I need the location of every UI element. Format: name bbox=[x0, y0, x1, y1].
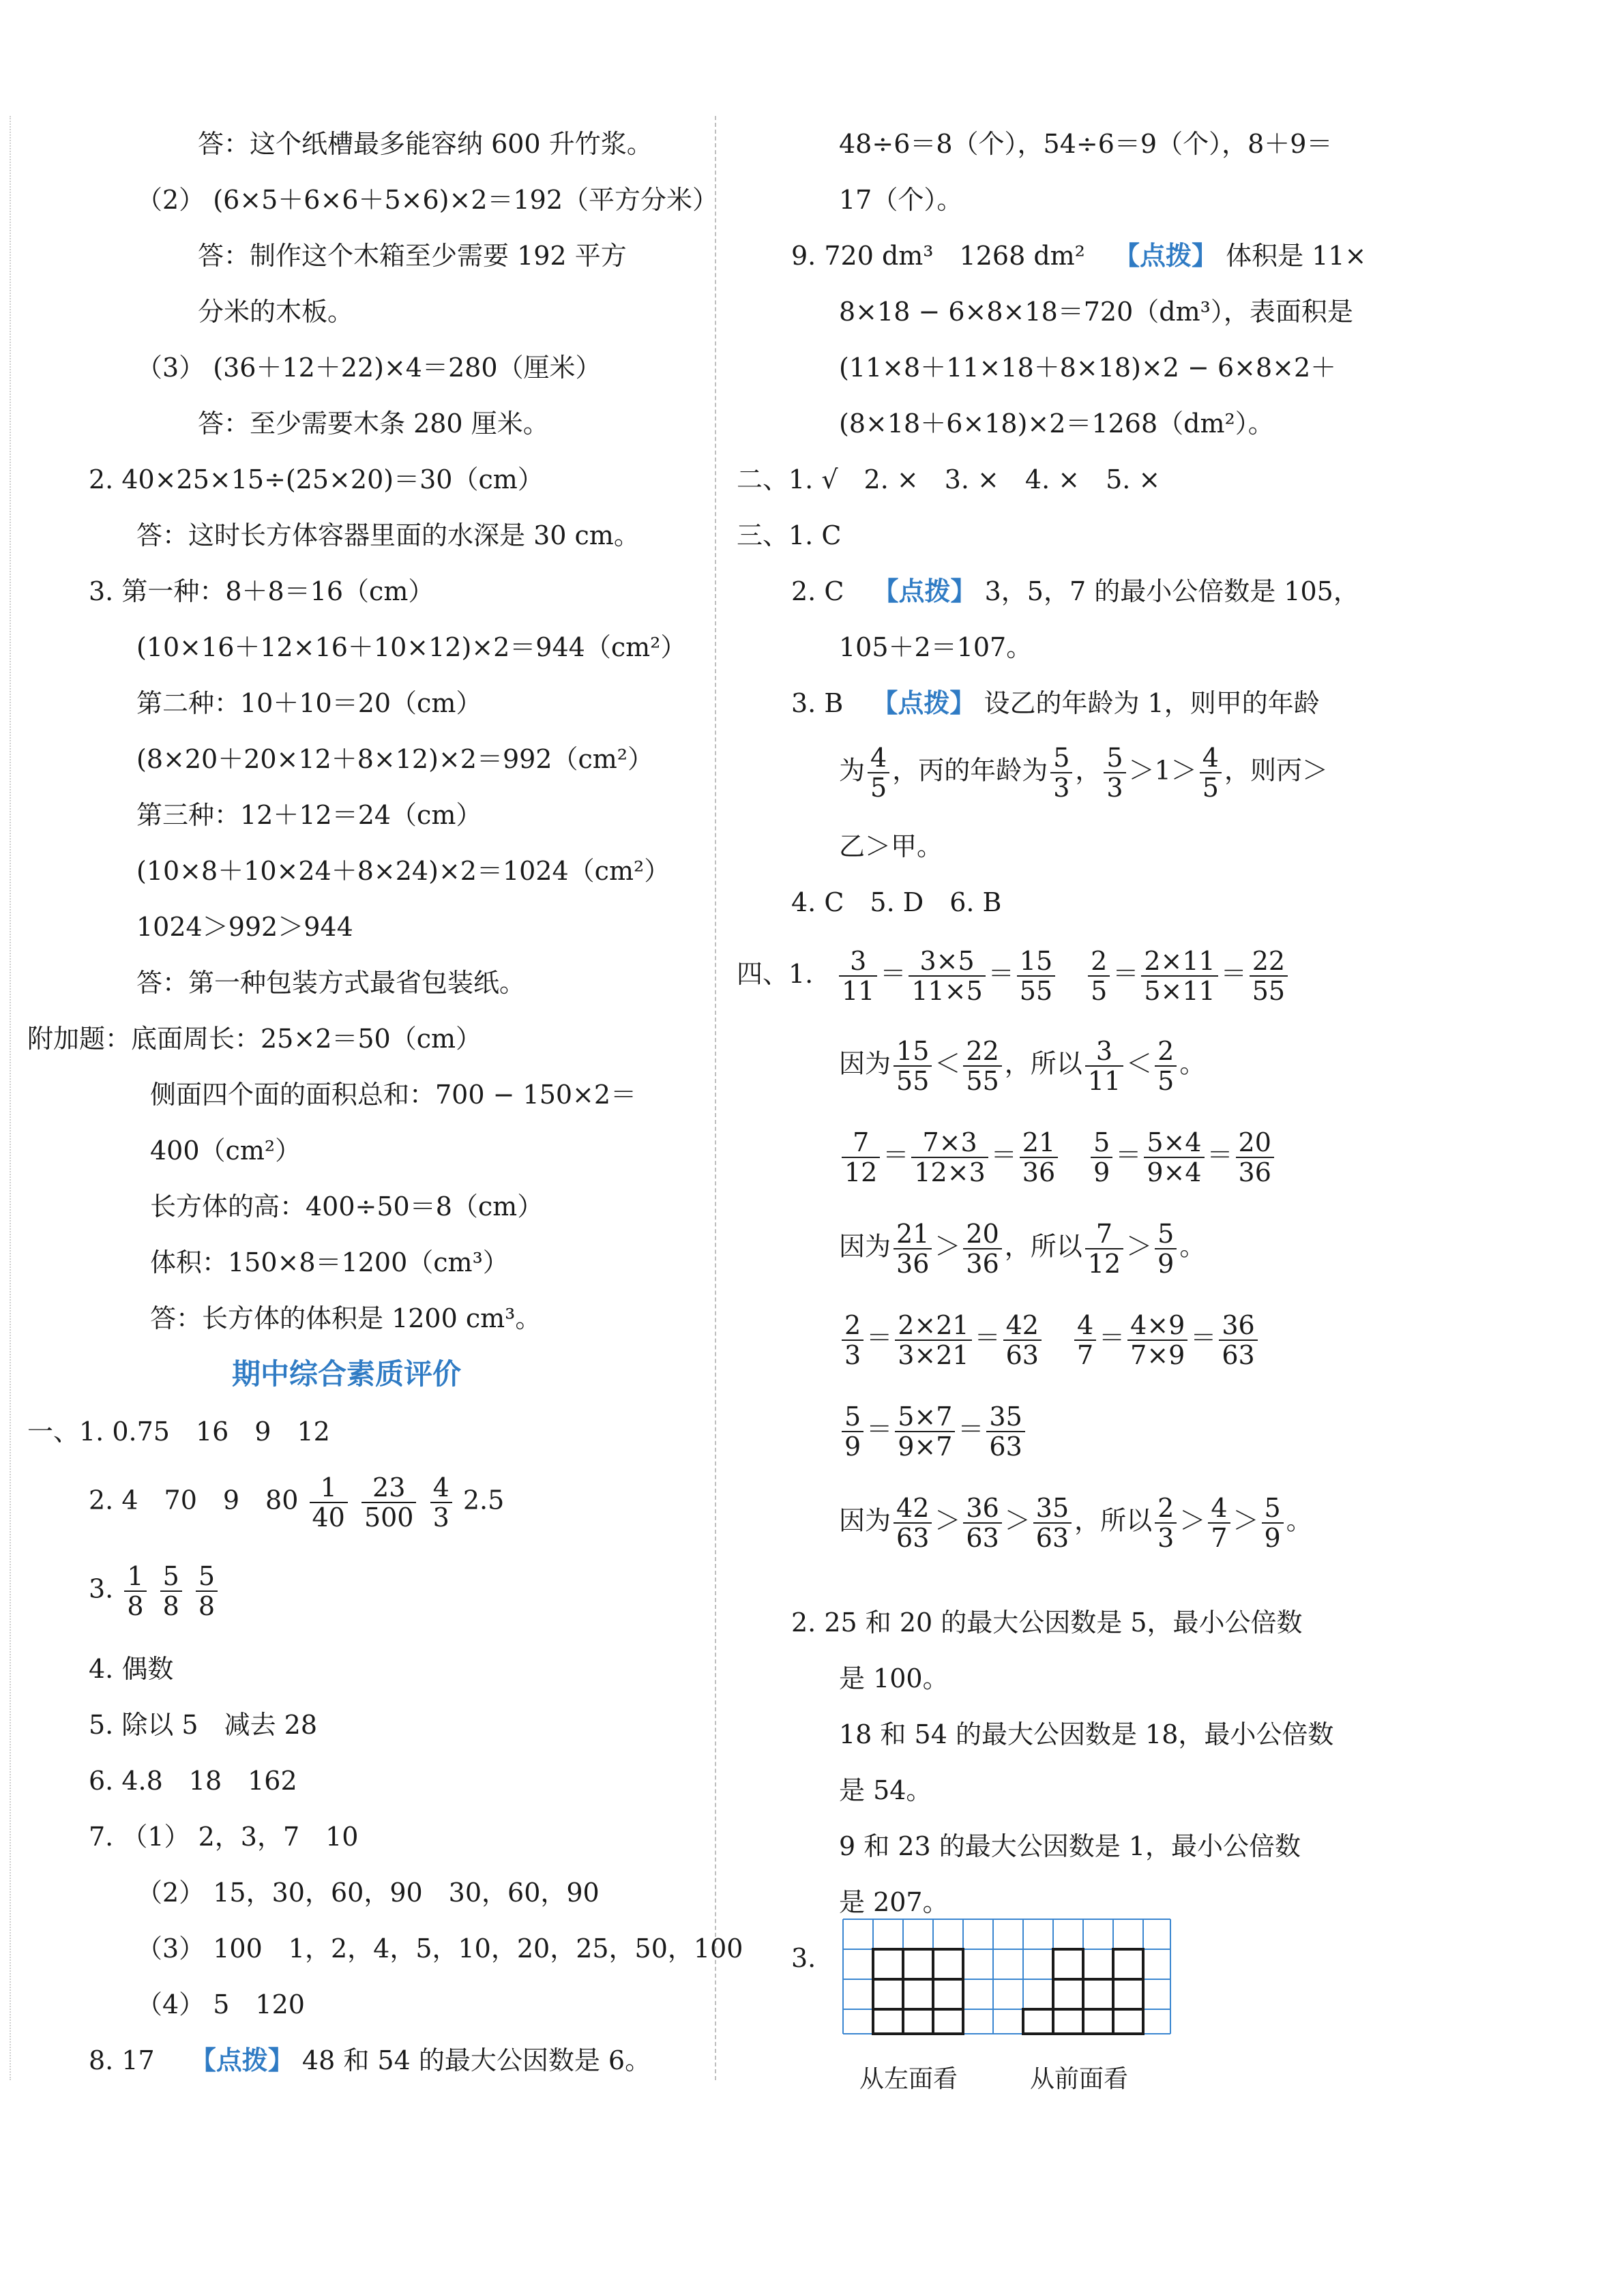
solution-line: (8×20＋20×12＋8×12)×2＝992（cm²） bbox=[136, 744, 654, 774]
fraction: $\frac{23}{500}$ bbox=[361, 1473, 417, 1532]
solution-line: 是 207。 bbox=[839, 1887, 949, 1917]
solution-line: 48÷6＝8（个），54÷6＝9（个），8＋9＝ bbox=[839, 129, 1333, 159]
fraction: $\frac{4}{3}$ bbox=[430, 1473, 452, 1532]
solution-line: (10×8＋10×24＋8×24)×2＝1024（cm²） bbox=[136, 856, 670, 886]
grid-lines bbox=[843, 1919, 1170, 2034]
part-4-q1-line1: 四、1. $\frac{3}{11}$ ＝ $\frac{3\times 5}{11\times 5}$ ＝ $\frac{15}{55}$ $\frac{2}{5}$ ＝ $\frac{2\times 11}{5\times 11}$ ＝ $\frac{22}{55}$ bbox=[737, 947, 1290, 1005]
solution-line: 是 100。 bbox=[839, 1663, 949, 1693]
q8-answer: 8. 17 bbox=[89, 2045, 155, 2075]
column-separator bbox=[715, 116, 716, 2080]
view-grid-figure bbox=[840, 1916, 1181, 2058]
question-2-line: 2. 40×25×15÷(25×20)＝30（cm） bbox=[89, 464, 544, 494]
answer-line: 答：长方体的体积是 1200 cm³。 bbox=[150, 1303, 542, 1333]
part-1-q7: 7. （1） 2，3，7 10 bbox=[89, 1822, 359, 1852]
part-2-line: 二、1. √ 2. × 3. × 4. × 5. × bbox=[737, 464, 1161, 494]
caption-left-view: 从左面看 bbox=[859, 2065, 958, 2093]
solution-line: 是 54。 bbox=[839, 1775, 932, 1805]
question-3-line: 3. 第一种：8＋8＝16（cm） bbox=[89, 576, 434, 606]
q3-hint-text: 设乙的年龄为 1，则甲的年龄 bbox=[984, 688, 1320, 718]
q8-hint-text: 48 和 54 的最大公因数是 6。 bbox=[301, 2045, 651, 2075]
equivalent-fractions-line: $\frac{2}{3}$ ＝ $\frac{2\times 21}{3\times 21}$ ＝ $\frac{42}{63}$ $\frac{4}{7}$ ＝ $\frac{4\times 9}{7\times 9}$ ＝ $\frac{36}{63}$ bbox=[839, 1311, 1260, 1370]
solution-line: 第二种：10＋10＝20（cm） bbox=[136, 688, 482, 718]
compare-line: 因为 $\frac{21}{36}$ ＞ $\frac{20}{36}$ ，所以 $\frac{7}{12}$ ＞ $\frac{5}{9}$ 。 bbox=[839, 1219, 1206, 1279]
solution-line: 8×18 − 6×8×18＝720（dm³），表面积是 bbox=[839, 297, 1353, 327]
part-1-q4: 4. 偶数 bbox=[89, 1654, 174, 1684]
fraction: $\frac{5}{8}$ bbox=[160, 1562, 182, 1620]
caption-front-view: 从前面看 bbox=[1030, 2065, 1129, 2093]
fraction: $\frac{4}{5}$ bbox=[868, 743, 889, 802]
fraction-compare-line: 为 $\frac{4}{5}$ ，丙的年龄为 $\frac{5}{3}$ ， $\frac{5}{3}$ ＞1＞ $\frac{4}{5}$ ，则丙＞ bbox=[839, 743, 1328, 803]
q9-hint-text: 体积是 11× bbox=[1226, 241, 1367, 271]
q2-hint-text: 3，5，7 的最小公倍数是 105， bbox=[984, 576, 1359, 606]
part-3-q3 bbox=[791, 675, 1320, 731]
answer-line: 答：这个纸槽最多能容纳 600 升竹浆。 bbox=[198, 129, 653, 159]
fraction: $\frac{4}{5}$ bbox=[1200, 743, 1222, 802]
solution-line: 9 和 23 的最大公因数是 1，最小公倍数 bbox=[839, 1831, 1301, 1861]
solution-line: 105＋2＝107。 bbox=[839, 632, 1033, 662]
fraction: $\frac{5}{3}$ bbox=[1104, 743, 1125, 802]
left-view-shape bbox=[873, 1949, 963, 2034]
part-1-q2 bbox=[89, 1473, 504, 1532]
solution-line: 侧面四个面的面积总和：700 − 150×2＝ bbox=[150, 1080, 637, 1110]
hint-label: 【点拨】 bbox=[1114, 241, 1218, 271]
q9-answer: 9. 720 dm³ 1268 dm² bbox=[791, 241, 1085, 271]
solution-line: 长方体的高：400÷50＝8（cm） bbox=[150, 1191, 544, 1222]
answer-line: 答：这时长方体容器里面的水深是 30 cm。 bbox=[136, 520, 640, 550]
q2-answer: 2. C bbox=[791, 576, 844, 606]
solution-line: 400（cm²） bbox=[150, 1136, 301, 1166]
solution-line: 17（个）。 bbox=[839, 185, 963, 215]
part-1-q7-sub: （4） 5 120 bbox=[136, 1989, 305, 2019]
fraction: $\frac{5}{8}$ bbox=[196, 1562, 218, 1620]
part-1-q5: 5. 除以 5 减去 28 bbox=[89, 1710, 318, 1740]
part-1-q6: 6. 4.8 18 162 bbox=[89, 1766, 297, 1796]
solution-line: 18 和 54 的最大公因数是 18，最小公倍数 bbox=[839, 1719, 1334, 1749]
q2-values: 2. 4 70 9 80 bbox=[89, 1485, 299, 1515]
solution-line: (11×8＋11×18＋8×18)×2 − 6×8×2＋ bbox=[839, 353, 1337, 383]
q2-decimal: 2.5 bbox=[462, 1485, 505, 1515]
part-1-q3 bbox=[89, 1562, 220, 1620]
fraction: $\frac{1}{8}$ bbox=[124, 1562, 146, 1620]
front-view-shape bbox=[1023, 1949, 1143, 2034]
answer-line: 答：至少需要木条 280 厘米。 bbox=[198, 409, 549, 439]
part-1-q7-sub: （3） 100 1，2，4，5，10，20，25，50，100 bbox=[136, 1934, 743, 1964]
compare-line: 因为 $\frac{42}{63}$ ＞ $\frac{36}{63}$ ＞ $\frac{35}{63}$ ，所以 $\frac{2}{3}$ ＞ $\frac{4}{7}$ ＞ $\frac{5}{9}$ 。 bbox=[839, 1493, 1312, 1553]
part-1-q8 bbox=[89, 2032, 651, 2088]
solution-line: 第三种：12＋12＝24（cm） bbox=[136, 800, 482, 830]
answer-line: 分米的木板。 bbox=[198, 297, 354, 327]
hint-label: 【点拨】 bbox=[190, 2045, 294, 2075]
view-grid-svg bbox=[840, 1916, 1181, 2039]
answer-line: 答：第一种包装方式最省包装纸。 bbox=[136, 968, 526, 998]
bonus-question-line: 附加题：底面周长：25×2＝50（cm） bbox=[27, 1024, 482, 1054]
solution-line: （3） (36＋12＋22)×4＝280（厘米） bbox=[136, 353, 602, 383]
part-1-q1: 一、1. 0.75 16 9 12 bbox=[27, 1417, 330, 1447]
section-title: 期中综合素质评价 bbox=[232, 1357, 462, 1391]
part-3-q4-6: 4. C 5. D 6. B bbox=[791, 887, 1002, 917]
question-9-line bbox=[791, 228, 1366, 284]
part-4-q2: 2. 25 和 20 的最大公因数是 5，最小公倍数 bbox=[791, 1608, 1303, 1638]
hint-label: 【点拨】 bbox=[872, 576, 977, 606]
part-4-q3: 3. bbox=[791, 1943, 816, 1973]
part-3-q1: 三、1. C bbox=[737, 520, 842, 550]
solution-line: 体积：150×8＝1200（cm³） bbox=[150, 1247, 509, 1277]
part-3-q2 bbox=[791, 563, 1359, 619]
answer-line: 答：制作这个木箱至少需要 192 平方 bbox=[198, 241, 627, 271]
fraction: $\frac{1}{40}$ bbox=[310, 1473, 348, 1532]
equivalent-fractions-line: $\frac{5}{9}$ ＝ $\frac{5\times 7}{9\times 7}$ ＝ $\frac{35}{63}$ bbox=[839, 1402, 1028, 1461]
fraction: $\frac{5}{3}$ bbox=[1050, 743, 1072, 802]
compare-line: 因为 $\frac{15}{55}$ ＜ $\frac{22}{55}$ ，所以 $\frac{3}{11}$ ＜ $\frac{2}{5}$ 。 bbox=[839, 1036, 1206, 1096]
solution-line: 1024＞992＞944 bbox=[136, 912, 353, 942]
q3-answer: 3. B bbox=[791, 688, 844, 718]
page-edge-rule bbox=[10, 116, 11, 2080]
q3-number: 3. bbox=[89, 1573, 114, 1604]
solution-line: (10×16＋12×16＋10×12)×2＝944（cm²） bbox=[136, 632, 687, 662]
solution-line: 乙＞甲。 bbox=[839, 831, 943, 861]
part-1-q7-sub: （2） 15，30，60，90 30，60，90 bbox=[136, 1878, 600, 1908]
solution-line: （2） (6×5＋6×6＋5×6)×2＝192（平方分米） bbox=[136, 185, 719, 215]
hint-label: 【点拨】 bbox=[872, 688, 976, 718]
equivalent-fractions-line: $\frac{7}{12}$ ＝ $\frac{7\times 3}{12\times 3}$ ＝ $\frac{21}{36}$ $\frac{5}{9}$ ＝ $\frac{5\times 4}{9\times 4}$ ＝ $\frac{20}{36}$ bbox=[839, 1128, 1277, 1187]
solution-line: (8×18＋6×18)×2＝1268（dm²）。 bbox=[839, 409, 1274, 439]
